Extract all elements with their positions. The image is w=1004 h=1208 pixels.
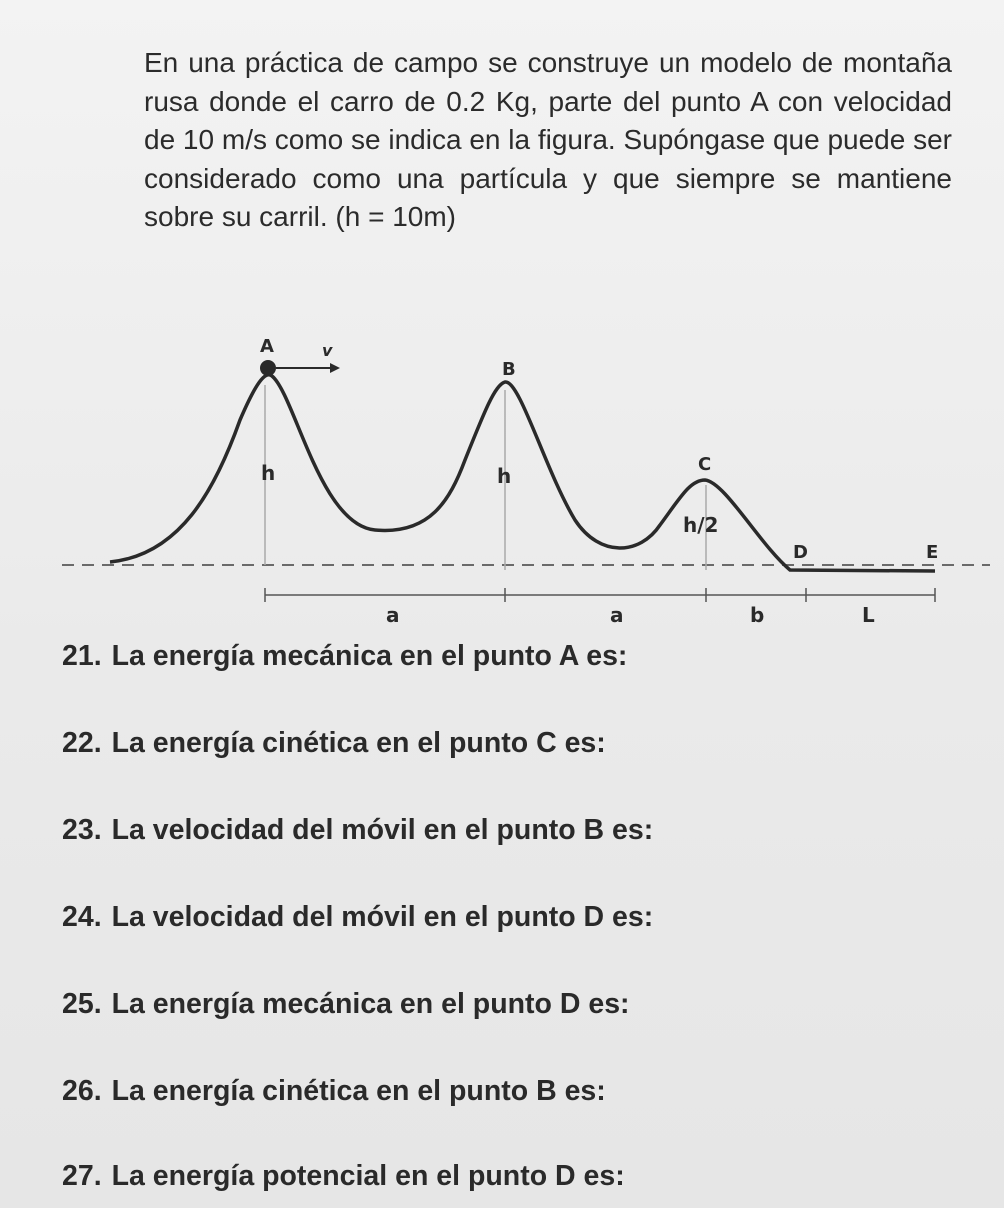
track-curve [110,375,935,571]
question-21 [62,640,962,673]
question-text: La energía mecánica en el punto D es: [111,988,630,1020]
question-24 [62,901,962,934]
label-point-c: C [698,454,712,475]
roller-coaster-figure [0,330,1004,630]
label-distance-b: b [750,603,765,627]
label-height-half: h/2 [683,513,719,537]
label-point-d: D [793,542,808,563]
question-number: 24. [62,901,102,933]
label-point-e: E [926,542,939,563]
question-text: La velocidad del móvil en el punto D es: [111,901,654,933]
label-distance-a2: a [610,603,624,627]
velocity-arrow-head [330,363,340,373]
question-22 [62,727,962,760]
question-27 [62,1160,962,1193]
label-velocity: v [322,341,333,360]
question-text: La energía potencial en el punto D es: [111,1160,625,1192]
cart-ball [260,360,276,376]
label-height-b: h [497,464,512,488]
question-25 [62,988,962,1021]
question-26 [62,1075,962,1108]
question-23 [62,814,962,847]
problem-statement: En una práctica de campo se construye un modelo de montaña rusa donde el carro de 0.2 Kg, parte del punto A con velocidad de 10 m/s como se indica en la figura. Supóngase que puede ser considerado como una partícula y que siempre se mantiene sobre su carril. (h = 10m) [144,47,952,232]
question-number: 26. [62,1075,102,1107]
question-text: La energía mecánica en el punto A es: [111,640,628,672]
label-distance-a1: a [386,603,400,627]
question-text: La energía cinética en el punto B es: [111,1075,606,1107]
question-number: 25. [62,988,102,1020]
label-distance-l: L [862,603,875,627]
label-height-a: h [261,461,276,485]
question-number: 27. [62,1160,102,1192]
question-text: La velocidad del móvil en el punto B es: [111,814,654,846]
question-number: 23. [62,814,102,846]
question-number: 21. [62,640,102,672]
label-point-a: A [260,336,274,357]
roller-coaster-diagram [0,330,1004,630]
question-text: La energía cinética en el punto C es: [111,727,606,759]
label-point-b: B [502,359,516,380]
question-number: 22. [62,727,102,759]
